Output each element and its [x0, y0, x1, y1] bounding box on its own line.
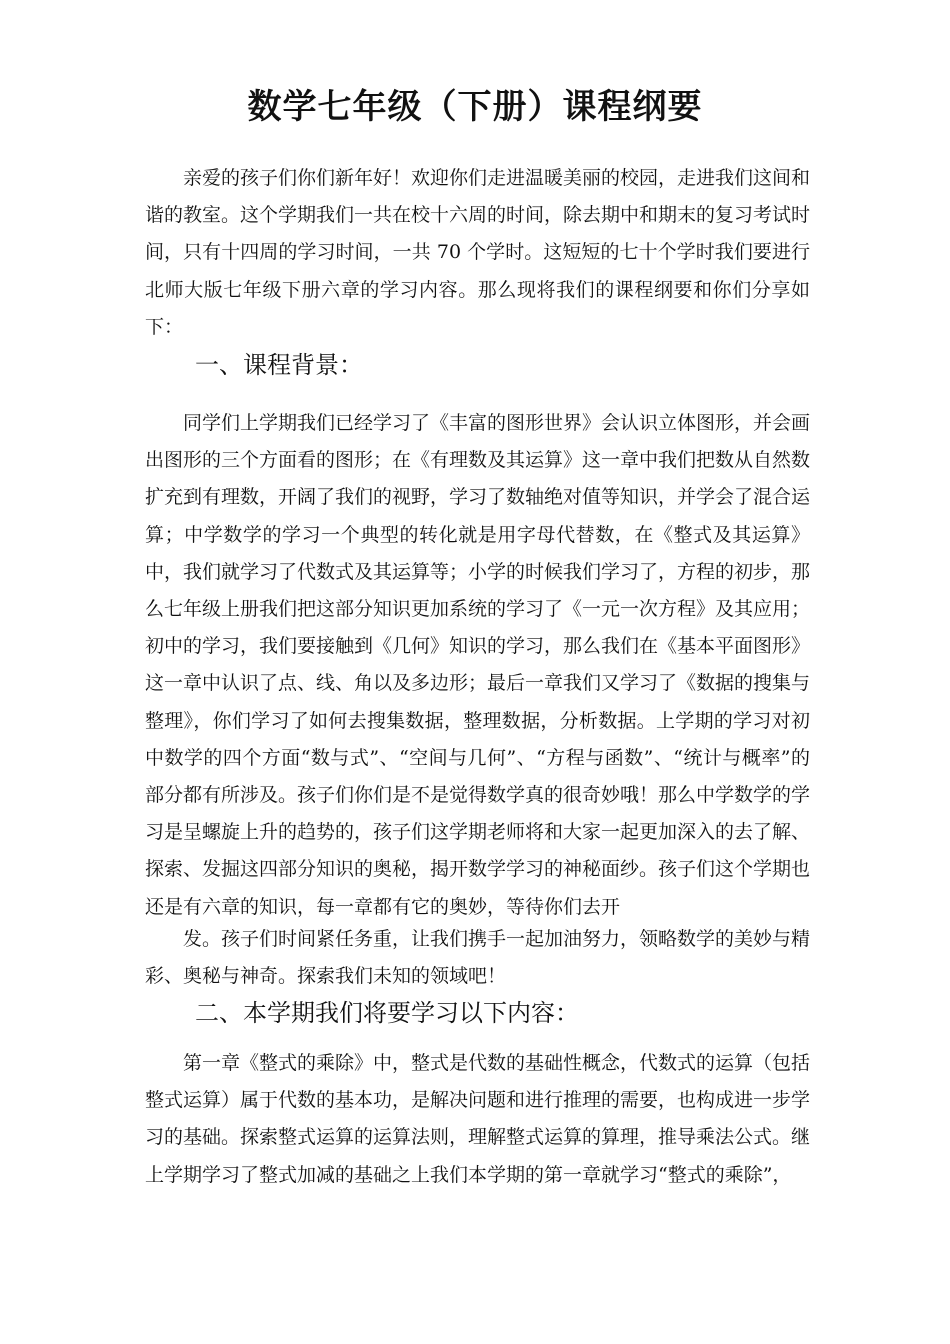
section-heading-content: 二、本学期我们将要学习以下内容：	[195, 999, 579, 1027]
document-title: 数学七年级（下册）课程纲要	[247, 87, 703, 127]
intro-paragraph: 亲爱的孩子们你们新年好！欢迎你们走进温暖美丽的校园，走进我们这间和谐的教室。这个学期我们一共在校十六周的时间，除去期中和期末的复习考试时间，只有十四周的学习时间，一共 70 个学时。这短短的七十个学时我们要进行北师大版七年级下册六章的学习内容。那么现将我们的课程纲要和你们分享如下：	[145, 167, 811, 338]
section-heading-background: 一、课程背景：	[195, 351, 363, 379]
background-paragraph-continued: 发。孩子们时间紧任务重，让我们携手一起加油努力，领略数学的美妙与精彩、奥秘与神奇。探索我们未知的领域吧！	[145, 928, 811, 988]
content-paragraph-chapter1: 第一章《整式的乘除》中，整式是代数的基础性概念，代数式的运算（包括整式运算）属于代数的基本功，是解决问题和进行推理的需要，也构成进一步学习的基础。探索整式运算的运算法则，理解整式运算的算理，推导乘法公式。继上学期学习了整式加减的基础之上我们本学期的第一章就学习“整式的乘除”，	[145, 1052, 811, 1186]
background-paragraph: 同学们上学期我们已经学习了《丰富的图形世界》会认识立体图形，并会画出图形的三个方面看的图形；在《有理数及其运算》这一章中我们把数从自然数扩充到有理数，开阔了我们的视野，学习了数轴绝对值等知识，并学会了混合运算；中学数学的学习一个典型的转化就是用字母代替数，在《整式及其运算》中，我们就学习了代数式及其运算等；小学的时候我们学习了，方程的初步，那么七年级上册我们把这部分知识更加系统的学习了《一元一次方程》及其应用；初中的学习，我们要接触到《几何》知识的学习，那么我们在《基本平面图形》这一章中认识了点、线、角以及多边形；最后一章我们又学习了《数据的搜集与整理》，你们学习了如何去搜集数据，整理数据，分析数据。上学期的学习对初中数学的四个方面“数与式”、“空间与几何”、“方程与函数”、“统计与概率”的部分都有所涉及。孩子们你们是不是觉得数学真的很奇妙哦！那么中学数学的学习是呈螺旋上升的趋势的，孩子们这学期老师将和大家一起更加深入的去了解、探索、发掘这四部分知识的奥秘，揭开数学学习的神秘面纱。孩子们这个学期也还是有六章的知识，每一章都有它的奥妙，等待你们去开	[145, 412, 811, 918]
